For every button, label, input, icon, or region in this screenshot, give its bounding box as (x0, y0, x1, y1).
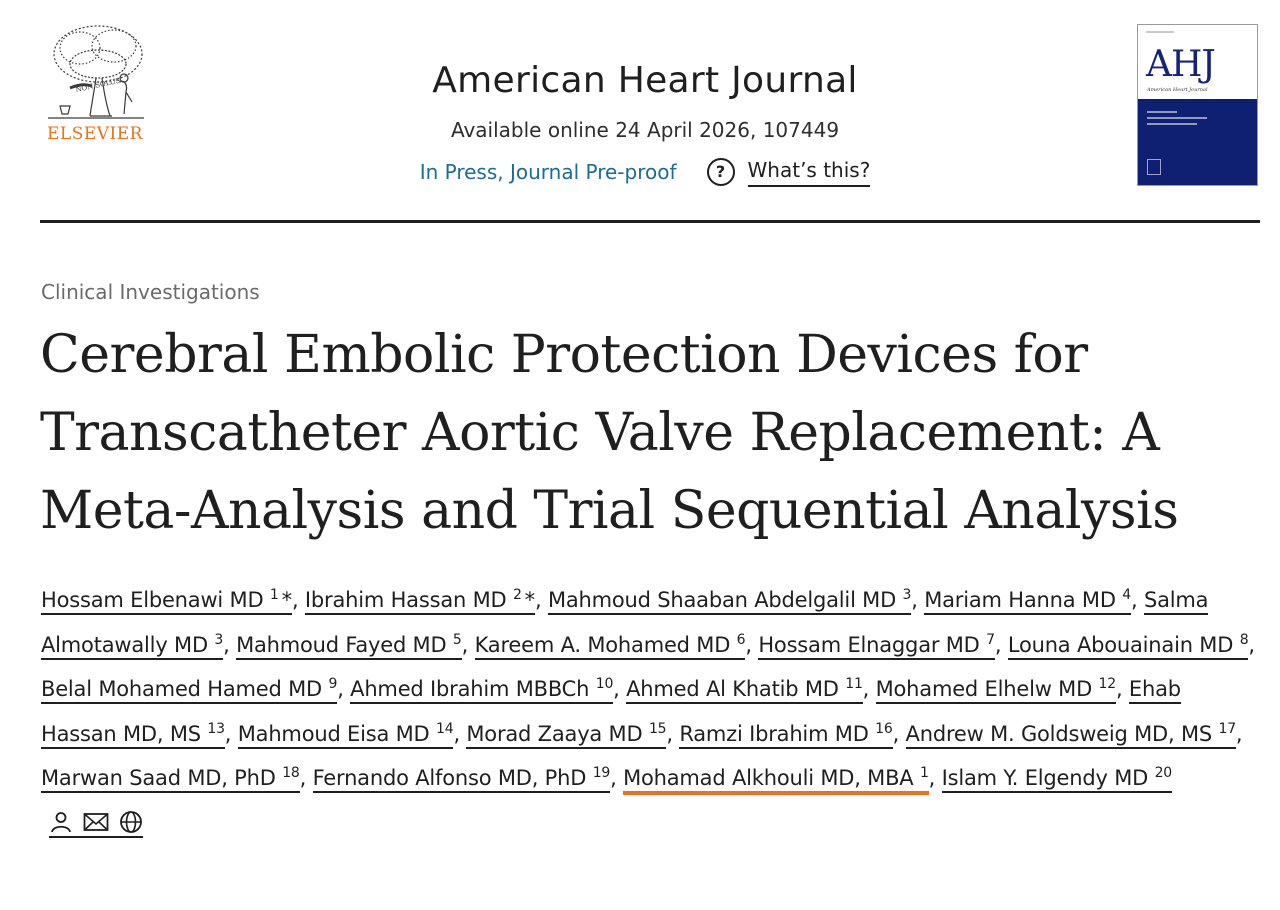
affiliation-number: 9 (328, 676, 338, 692)
author (41, 677, 350, 704)
author (475, 633, 759, 660)
author-separator: , (911, 588, 925, 612)
whats-this-help[interactable] (707, 156, 871, 187)
cover-subtitle: American Heart Journal (1147, 87, 1208, 93)
author-link[interactable] (876, 677, 1116, 704)
author (305, 588, 548, 615)
author (906, 722, 1243, 749)
availability-info: Available online 24 April 2026, 107449 (450, 118, 840, 142)
author-name: Mohamed Elhelw MD (875, 677, 1099, 701)
author-separator: , (928, 766, 942, 790)
globe-icon[interactable] (119, 810, 143, 834)
author-separator: , (613, 677, 627, 701)
author-name: Mahmoud Shaaban Abdelgalil MD (547, 588, 903, 612)
whats-this-link[interactable]: What’s this? (748, 156, 871, 187)
affiliation-number: 11 (845, 676, 863, 692)
author-separator: , (610, 766, 624, 790)
author-link[interactable] (350, 677, 613, 704)
author-link[interactable] (679, 722, 892, 749)
author (548, 588, 924, 615)
author-link[interactable] (475, 633, 746, 660)
affiliation-number: 16 (875, 720, 893, 737)
author-name: Mariam Hanna MD (924, 588, 1123, 612)
affiliation-number: 3 (214, 631, 224, 648)
corresponding-author-star: * (281, 588, 292, 612)
author (758, 633, 1007, 660)
author-separator: , (223, 632, 237, 657)
affiliation-number: 5 (452, 631, 462, 648)
author-separator: , (291, 588, 305, 612)
affiliation-number: 7 (986, 631, 995, 648)
affiliation-number: 15 (648, 720, 667, 737)
affiliation-number: 19 (592, 765, 611, 781)
author-separator: , (453, 721, 467, 746)
affiliation-number: 6 (736, 631, 746, 648)
affiliation-number: 14 (436, 720, 454, 737)
journal-status-link[interactable]: In Press, Journal Pre-proof (419, 159, 677, 184)
author-separator: , (1130, 588, 1144, 612)
author-name: Mahmoud Eisa MD (237, 721, 437, 746)
corresponding-author-star: * (524, 588, 535, 612)
publisher-name: ELSEVIER (47, 124, 143, 144)
author-link[interactable] (41, 677, 337, 704)
author-name: Islam Y. Elgendy MD (941, 766, 1155, 790)
affiliation-number: 2 (512, 587, 522, 603)
author-name: Ibrahim Hassan MD (304, 588, 513, 612)
author-separator: , (337, 677, 351, 701)
author-link[interactable] (41, 766, 300, 793)
author-link[interactable] (1008, 633, 1249, 660)
affiliation-number: 10 (595, 676, 614, 692)
author-link[interactable] (758, 633, 995, 660)
author (238, 722, 467, 749)
person-icon[interactable] (49, 810, 73, 834)
article-type: Clinical Investigations (41, 280, 260, 304)
author-name: Kareem A. Mohamed MD (474, 632, 737, 657)
author-link[interactable] (41, 588, 292, 615)
journal-header (300, 58, 990, 187)
author-name: Salma Almotawally MD (41, 588, 1209, 657)
author-separator: , (534, 588, 548, 612)
question-circle-icon[interactable]: ? (707, 158, 735, 186)
affiliation-number: 4 (1122, 587, 1131, 603)
author-name: Marwan Saad MD, PhD (41, 766, 283, 790)
status-row (300, 156, 990, 187)
author-link[interactable] (305, 588, 535, 615)
author-name: Andrew M. Goldsweig MD, MS (905, 721, 1219, 746)
author-name: Belal Mohamed Hamed MD (41, 677, 329, 701)
author-link[interactable] (238, 722, 454, 749)
author-separator: , (461, 632, 475, 657)
article-title: Cerebral Embolic Protection Devices for Transcatheter Aortic Valve Replacement: A Meta-Analysis and Trial Sequential Analysis (40, 325, 1179, 541)
header-divider (40, 220, 1260, 223)
author (236, 633, 475, 660)
author-name: Ahmed Al Khatib MD (626, 677, 846, 701)
author-name: Ahmed Ibrahim MBBCh (350, 677, 596, 701)
author (876, 677, 1129, 704)
author-link[interactable] (548, 588, 911, 615)
author-contact-icons[interactable] (49, 810, 143, 838)
affiliation-number: 1 (919, 765, 929, 781)
cover-elsevier-mark-icon (1147, 159, 1161, 175)
elsevier-tree-icon (40, 22, 150, 122)
affiliation-number: 13 (207, 720, 225, 737)
author-link[interactable] (626, 677, 863, 704)
affiliation-number: 18 (282, 765, 300, 781)
author-separator: , (994, 632, 1008, 657)
author-separator: , (892, 721, 906, 746)
affiliation-number: 12 (1098, 676, 1116, 692)
author-name: Mohamad Alkhouli MD, MBA (623, 766, 920, 790)
author-link[interactable] (906, 722, 1236, 749)
author-link[interactable] (236, 633, 462, 660)
author-separator: , (745, 632, 759, 657)
author-name: Hossam Elbenawi MD (41, 588, 270, 612)
author-link[interactable] (924, 588, 1131, 615)
author-name: Mahmoud Fayed MD (236, 632, 453, 657)
author-name: Ehab Hassan MD, MS (41, 677, 1181, 746)
affiliation-number: 20 (1154, 765, 1172, 781)
author-link[interactable] (623, 766, 929, 795)
author-separator: , (862, 677, 876, 701)
author-name: Louna Abouainain MD (1007, 632, 1240, 657)
author (41, 766, 313, 793)
author-name: Morad Zaaya MD (466, 721, 649, 746)
author-link[interactable] (466, 722, 666, 749)
author-name: Hossam Elnaggar MD (758, 632, 987, 657)
author (679, 722, 905, 749)
author-link[interactable] (942, 766, 1172, 793)
author (466, 722, 679, 749)
author (626, 677, 876, 704)
author (313, 766, 624, 793)
cover-small-text (1146, 31, 1174, 33)
author-separator: , (299, 766, 313, 790)
author (1008, 633, 1255, 660)
author (41, 588, 305, 615)
author (350, 677, 626, 704)
author-list (41, 578, 1261, 845)
author-name: Ramzi Ibrahim MD (679, 721, 876, 746)
author-separator: , (1248, 632, 1255, 657)
author-name: Fernando Alfonso MD, PhD (312, 766, 593, 790)
cover-bottom (1138, 99, 1257, 186)
svg-text:NON SOLUS: NON SOLUS (74, 76, 122, 94)
affiliation-number: 3 (902, 587, 912, 603)
author (623, 766, 942, 795)
mail-icon[interactable] (83, 812, 109, 832)
cover-abbreviation: AHJ (1146, 44, 1215, 85)
cover-top (1138, 25, 1257, 99)
author-separator: , (224, 721, 238, 746)
affiliation-number: 8 (1239, 631, 1249, 648)
journal-title[interactable]: American Heart Journal (432, 60, 858, 101)
author-separator: , (666, 721, 680, 746)
author (924, 588, 1144, 615)
author-link[interactable] (313, 766, 611, 793)
affiliation-number: 1 (269, 587, 279, 603)
journal-cover-image[interactable] (1137, 24, 1258, 186)
author-separator: , (1115, 677, 1129, 701)
affiliation-number: 17 (1218, 720, 1236, 737)
author-separator: , (1235, 721, 1243, 746)
